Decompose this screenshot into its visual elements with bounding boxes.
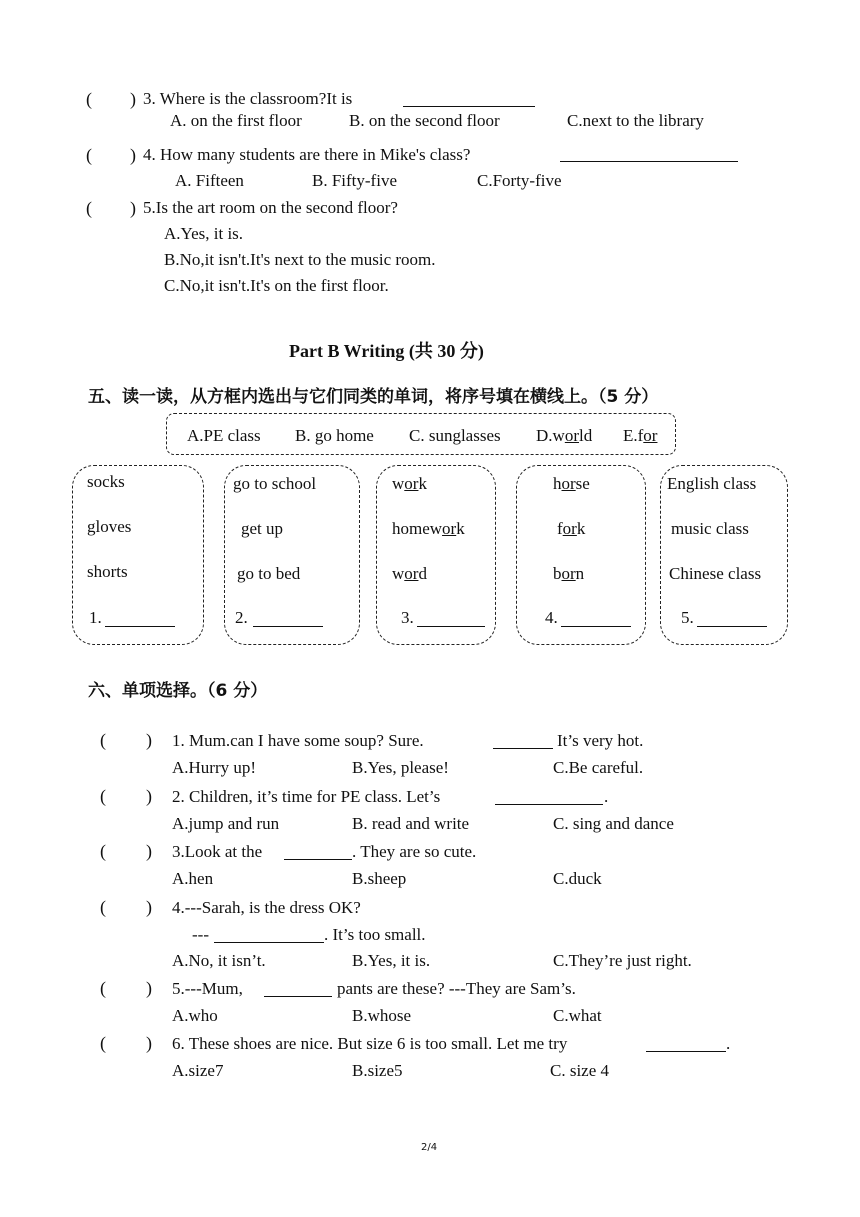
word: gloves <box>87 517 132 536</box>
answer-paren-open[interactable]: ( <box>86 89 92 109</box>
option-a: A.Yes, it is. <box>164 224 244 243</box>
option-a: A.PE class <box>187 426 261 445</box>
word-group-box-3 <box>376 465 496 645</box>
dialogue-dash: --- <box>192 925 209 944</box>
answer-blank[interactable] <box>284 858 352 860</box>
word-group-box-4 <box>516 465 646 645</box>
question-stem: 5.---Mum, <box>172 979 243 998</box>
question-stem-end: . <box>604 787 609 806</box>
option-c: C.No,it isn't.It's on the first floor. <box>164 276 389 295</box>
option-c: C. sing and dance <box>553 814 674 833</box>
blank-number: 3. <box>401 608 414 627</box>
answer-paren-open[interactable]: ( <box>100 786 106 806</box>
option-c: C.duck <box>553 869 602 888</box>
option-c: C. sunglasses <box>409 426 501 445</box>
option-b: B. go home <box>295 426 374 445</box>
question-stem-end: It’s very hot. <box>557 731 644 750</box>
word: go to bed <box>237 564 301 583</box>
question-stem: 4.---Sarah, is the dress OK? <box>172 898 361 917</box>
question-stem: 1. Mum.can I have some soup? Sure. <box>172 731 424 750</box>
question-stem-end: pants are these? ---They are Sam’s. <box>337 979 576 998</box>
answer-blank[interactable] <box>214 941 324 943</box>
option-b: B. read and write <box>352 814 470 833</box>
answer-paren-open[interactable]: ( <box>100 1033 106 1053</box>
question-stem: 3.Look at the <box>172 842 263 861</box>
option-a: A.No, it isn’t. <box>172 951 266 970</box>
option-a: A.Hurry up! <box>172 758 257 777</box>
answer-paren-close: ) <box>130 145 136 165</box>
word: shorts <box>87 562 128 581</box>
answer-paren-close: ) <box>146 786 152 806</box>
word: fork <box>557 519 586 538</box>
option-a: A.who <box>172 1006 218 1025</box>
option-b: B.size5 <box>352 1061 403 1080</box>
question-stem: 5.Is the art room on the second floor? <box>143 198 398 217</box>
option-b: B.Yes, it is. <box>352 951 431 970</box>
question-stem: 2. Children, it’s time for PE class. Let’s <box>172 787 441 806</box>
word-group-box-5 <box>660 465 788 645</box>
word: music class <box>671 519 749 538</box>
option-b: B.whose <box>352 1006 412 1025</box>
option-b: B.sheep <box>352 869 407 888</box>
word: English class <box>667 474 757 493</box>
option-c: C.Forty-five <box>477 171 562 190</box>
blank-number: 4. <box>545 608 558 627</box>
answer-paren-close: ) <box>146 1033 152 1053</box>
answer-paren-close: ) <box>130 198 136 218</box>
word: horse <box>553 474 590 493</box>
answer-paren-open[interactable]: ( <box>86 145 92 165</box>
word: get up <box>241 519 284 538</box>
answer-blank[interactable] <box>105 625 175 627</box>
option-c: C. size 4 <box>550 1061 610 1080</box>
option-a: A.jump and run <box>172 814 280 833</box>
option-a: A. Fifteen <box>175 171 244 190</box>
word: go to school <box>233 474 317 493</box>
question-stem-end: . They are so cute. <box>352 842 477 861</box>
answer-blank[interactable] <box>560 160 738 162</box>
answer-paren-open[interactable]: ( <box>100 978 106 998</box>
answer-paren-open[interactable]: ( <box>100 841 106 861</box>
answer-blank[interactable] <box>561 625 631 627</box>
answer-blank[interactable] <box>697 625 767 627</box>
answer-blank[interactable] <box>493 747 553 749</box>
answer-paren-open[interactable]: ( <box>100 897 106 917</box>
blank-number: 5. <box>681 608 694 627</box>
option-b: B.Yes, please! <box>352 758 449 777</box>
option-b: B.No,it isn't.It's next to the music room. <box>164 250 436 269</box>
question-stem-end: . <box>726 1034 731 1053</box>
page-number: 2/4 <box>421 1142 438 1153</box>
answer-blank[interactable] <box>495 803 603 805</box>
option-e: E.for <box>623 426 658 445</box>
answer-blank[interactable] <box>646 1050 726 1052</box>
option-d: D.world <box>536 426 593 445</box>
blank-number: 1. <box>89 608 102 627</box>
answer-paren-open[interactable]: ( <box>100 730 106 750</box>
option-b: B. Fifty-five <box>312 171 397 190</box>
option-a: A.hen <box>172 869 214 888</box>
part-b-title: Part B Writing (共 30 分) <box>289 341 484 361</box>
option-a: A.size7 <box>172 1061 224 1080</box>
answer-paren-close: ) <box>146 841 152 861</box>
option-c: C.what <box>553 1006 602 1025</box>
answer-paren-close: ) <box>146 897 152 917</box>
answer-paren-open[interactable]: ( <box>86 198 92 218</box>
question-stem-end: . It’s too small. <box>324 925 426 944</box>
answer-paren-close: ) <box>146 730 152 750</box>
question-stem: 6. These shoes are nice. But size 6 is too small. Let me try <box>172 1034 568 1053</box>
word: homework <box>392 519 465 538</box>
answer-blank[interactable] <box>403 105 535 107</box>
option-a: A. on the first floor <box>170 111 302 130</box>
option-b: B. on the second floor <box>349 111 500 130</box>
word-group-box-2 <box>224 465 360 645</box>
word-options-box <box>166 413 676 455</box>
word: Chinese class <box>669 564 762 583</box>
word-group-box-1 <box>72 465 204 645</box>
section-5-heading: 五、读一读，从方框内选出与它们同类的单词，将序号填在横线上。（5 分） <box>88 387 659 407</box>
answer-paren-close: ) <box>146 978 152 998</box>
option-c: C.They’re just right. <box>553 951 692 970</box>
option-c: C.next to the library <box>567 111 704 130</box>
section-6-heading: 六、单项选择。（6 分） <box>88 681 268 701</box>
option-c: C.Be careful. <box>553 758 644 777</box>
question-stem: 4. How many students are there in Mike's class? <box>143 145 471 164</box>
answer-blank[interactable] <box>253 625 323 627</box>
blank-number: 2. <box>235 608 248 627</box>
word: word <box>392 564 427 583</box>
word: socks <box>87 472 125 491</box>
answer-blank[interactable] <box>264 995 332 997</box>
answer-blank[interactable] <box>417 625 485 627</box>
question-stem: 3. Where is the classroom?It is <box>143 89 353 108</box>
answer-paren-close: ) <box>130 89 136 109</box>
word: work <box>392 474 427 493</box>
word: born <box>553 564 585 583</box>
